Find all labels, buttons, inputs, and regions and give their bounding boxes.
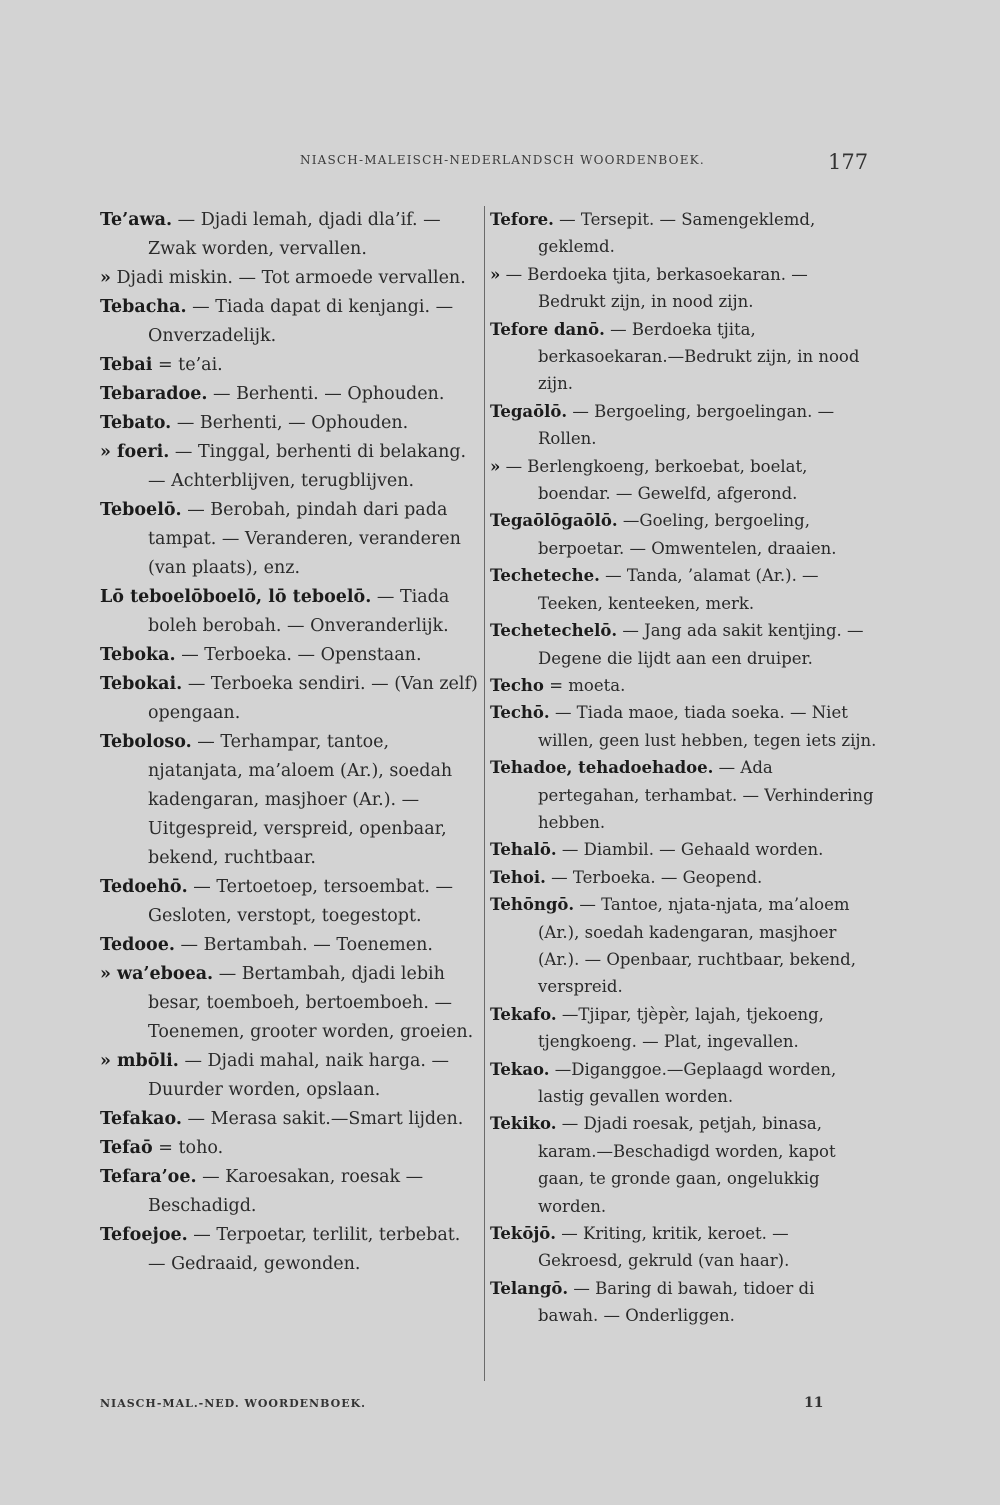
dictionary-entry <box>490 507 878 562</box>
entry-headword: Teboka. <box>100 645 176 665</box>
entry-headword: Tefakao. <box>100 1109 182 1129</box>
entry-definition: —Goeling, bergoeling, berpoetar. — Omwentelen, draaien. <box>538 511 837 558</box>
dictionary-entry <box>100 351 482 380</box>
entry-definition: — Tanda, ’alamat (Ar.). — Teeken, kenteeken, merk. <box>538 566 819 613</box>
entry-definition: = toho. <box>158 1138 224 1158</box>
entry-headword: Tegaōlō. <box>490 401 568 421</box>
entry-definition: — Kriting, kritik, keroet. — Gekroesd, gekruld (van haar). <box>538 1224 790 1271</box>
dictionary-entry <box>100 873 482 931</box>
dictionary-entry <box>490 206 878 261</box>
entry-definition: — Tiada maoe, tiada soeka. — Niet willen, geen lust hebben, tegen iets zijn. <box>538 703 877 750</box>
dictionary-entry <box>100 641 482 670</box>
entry-definition: — Tiada dapat di kenjangi. — Onverzadelijk. <box>148 297 454 346</box>
entry-headword: » wa’eboea. <box>100 964 214 984</box>
entry-headword: Techo <box>490 675 544 695</box>
dictionary-entry <box>490 1220 878 1275</box>
entry-headword: » <box>490 264 501 284</box>
dictionary-entry <box>490 398 878 453</box>
entry-definition: — Terhampar, tantoe, njatanjata, ma’aloem (Ar.), soedah kadengaran, masjhoer (Ar.). — Uitgespreid, verspreid, openbaar, bekend, ruchtbaar. <box>148 732 453 868</box>
entry-definition: —Diganggoe.—Geplaagd worden, lastig gevallen worden. <box>538 1059 837 1106</box>
entry-definition: — Berhenti. — Ophouden. <box>213 384 445 404</box>
entry-headword: Te’awa. <box>100 210 173 230</box>
page-number: 177 <box>828 150 869 174</box>
entry-headword: Lō teboelōboelō, lō teboelō. <box>100 587 372 607</box>
entry-definition: — Terboeka. — Geopend. <box>551 867 763 887</box>
dictionary-entry <box>490 1056 878 1111</box>
dictionary-entry <box>490 672 878 699</box>
entry-headword: Tebaradoe. <box>100 384 208 404</box>
dictionary-entry <box>490 699 878 754</box>
entry-headword: Tekiko. <box>490 1114 557 1134</box>
sheet-number: 11 <box>804 1395 824 1411</box>
entry-definition: — Terboeka sendiri. — (Van zelf) opengaan. <box>148 674 478 723</box>
dictionary-entry <box>100 264 482 293</box>
entry-headword: Tebai <box>100 355 153 375</box>
entry-headword: Techō. <box>490 703 550 723</box>
entry-headword: Tefore. <box>490 210 554 229</box>
entry-headword: Teboloso. <box>100 732 192 752</box>
entry-definition: — Tersepit. — Samengeklemd, geklemd. <box>538 210 816 257</box>
entry-definition: — Berlengkoeng, berkoebat, boelat, boendar. — Gewelfd, afgerond. <box>505 456 808 504</box>
dictionary-entry <box>490 864 878 891</box>
entry-headword: Techetechelō. <box>490 621 618 641</box>
footer-signature: NIASCH-MAL.-NED. WOORDENBOEK. <box>100 1397 366 1410</box>
entry-headword: » <box>100 268 111 288</box>
entry-headword: Tebacha. <box>100 297 187 317</box>
entry-definition: — Bertambah, djadi lebih besar, toemboeh, bertoemboeh. — Toenemen, grooter worden, groeien. <box>148 964 474 1042</box>
entry-headword: Tehōngō. <box>490 895 575 915</box>
entry-definition: — Berdoeka tjita, berkasoekaran.—Bedrukt zijn, in nood zijn. <box>538 319 860 394</box>
dictionary-entry <box>490 1275 878 1330</box>
entry-definition: — Djadi mahal, naik harga. — Duurder worden, opslaan. <box>148 1051 450 1100</box>
entry-headword: Tefaō <box>100 1138 153 1158</box>
entry-definition: — Merasa sakit.—Smart lijden. <box>187 1109 464 1129</box>
entry-definition: — Karoesakan, roesak — Beschadigd. <box>148 1167 424 1216</box>
dictionary-entry <box>490 754 878 836</box>
entry-definition: — Tinggal, berhenti di belakang. — Achterblijven, terugblijven. <box>148 442 467 491</box>
dictionary-entry <box>100 496 482 583</box>
entry-definition: — Baring di bawah, tidoer di bawah. — Onderliggen. <box>538 1278 815 1326</box>
left-column <box>100 206 482 1279</box>
entry-definition: — Bergoeling, bergoelingan. — Rollen. <box>538 401 835 449</box>
entry-definition: = moeta. <box>549 675 626 695</box>
dictionary-entry <box>100 1221 482 1279</box>
dictionary-entry <box>490 891 878 1001</box>
right-column <box>490 206 878 1330</box>
entry-headword: Telangō. <box>490 1278 569 1298</box>
entry-definition: — Djadi roesak, petjah, binasa, karam.—Beschadigd worden, kapot gaan, te gronde gaan, ongelukkig worden. <box>538 1114 836 1216</box>
dictionary-entry <box>100 583 482 641</box>
dictionary-entry <box>100 931 482 960</box>
dictionary-entry <box>490 261 878 316</box>
entry-headword: Tedooe. <box>100 935 175 955</box>
dictionary-entry <box>100 293 482 351</box>
entry-definition: — Berobah, pindah dari pada tampat. — Veranderen, veranderen (van plaats), enz. <box>148 500 461 578</box>
entry-definition: Djadi miskin. — Tot armoede vervallen. <box>116 268 466 288</box>
entry-definition: — Terpoetar, terlilit, terbebat. — Gedraaid, gewonden. <box>148 1225 461 1274</box>
entry-headword: Tedoehō. <box>100 877 188 897</box>
entry-definition: —Tjipar, tjèpèr, lajah, tjekoeng, tjengkoeng. — Plat, ingevallen. <box>538 1004 824 1052</box>
entry-headword: » foeri. <box>100 442 170 462</box>
entry-definition: — Bertambah. — Toenemen. <box>180 935 433 955</box>
entry-headword: » <box>490 456 501 476</box>
entry-headword: Tefara’oe. <box>100 1167 197 1187</box>
dictionary-entry <box>100 1134 482 1163</box>
dictionary-entry <box>490 836 878 863</box>
entry-headword: Tebokai. <box>100 674 183 694</box>
dictionary-entry <box>490 617 878 672</box>
entry-headword: Tegaōlōgaōlō. <box>490 511 618 531</box>
entry-headword: Tebato. <box>100 413 172 433</box>
dictionary-entry <box>490 562 878 617</box>
dictionary-entry <box>100 380 482 409</box>
entry-definition: — Jang ada sakit kentjing. —Degene die lijdt aan een druiper. <box>538 621 864 668</box>
column-divider <box>484 206 485 1381</box>
entry-headword: Tehadoe, tehadoehadoe. <box>490 758 714 778</box>
entry-headword: Tehalō. <box>490 840 557 860</box>
entry-headword: Tefore danō. <box>490 319 605 339</box>
entry-definition: — Berhenti, — Ophouden. <box>176 413 409 433</box>
entry-headword: Tekafo. <box>490 1004 557 1024</box>
dictionary-entry <box>490 1110 878 1220</box>
dictionary-entry <box>100 728 482 873</box>
dictionary-entry <box>490 453 878 508</box>
entry-headword: Tekao. <box>490 1059 550 1079</box>
dictionary-entry <box>100 670 482 728</box>
entry-definition: — Ada pertegahan, terhambat. — Verhindering hebben. <box>538 758 874 832</box>
dictionary-entry <box>100 438 482 496</box>
entry-headword: » mbōli. <box>100 1051 179 1071</box>
entry-headword: Tehoi. <box>490 867 546 887</box>
dictionary-entry <box>100 960 482 1047</box>
dictionary-entry <box>490 1001 878 1056</box>
entry-definition: — Tantoe, njata-njata, ma’aloem (Ar.), soedah kadengaran, masjhoer (Ar.). — Openbaar, ruchtbaar, bekend, verspreid. <box>538 895 856 997</box>
entry-headword: Techeteche. <box>490 566 600 586</box>
entry-definition: — Berdoeka tjita, berkasoekaran. — Bedrukt zijn, in nood zijn. <box>505 264 808 312</box>
dictionary-entry <box>100 1105 482 1134</box>
entry-headword: Tefoejoe. <box>100 1225 188 1245</box>
dictionary-entry <box>490 316 878 398</box>
entry-definition: — Terboeka. — Openstaan. <box>181 645 422 665</box>
dictionary-entry <box>100 409 482 438</box>
entry-headword: Tekōjō. <box>490 1224 557 1244</box>
entry-definition: = te’ai. <box>157 355 223 375</box>
entry-definition: — Diambil. — Gehaald worden. <box>561 840 824 860</box>
dictionary-entry <box>100 1163 482 1221</box>
entry-definition: — Tiada boleh berobah. — Onveranderlijk. <box>148 587 450 636</box>
entry-headword: Teboelō. <box>100 500 182 520</box>
running-header-title: NIASCH-MALEISCH-NEDERLANDSCH WOORDENBOEK. <box>300 153 705 167</box>
entry-definition: — Djadi lemah, djadi dla’if. — Zwak worden, vervallen. <box>148 210 441 259</box>
dictionary-entry <box>100 1047 482 1105</box>
dictionary-entry <box>100 206 482 264</box>
entry-definition: — Tertoetoep, tersoembat. — Gesloten, verstopt, toegestopt. <box>148 877 454 926</box>
